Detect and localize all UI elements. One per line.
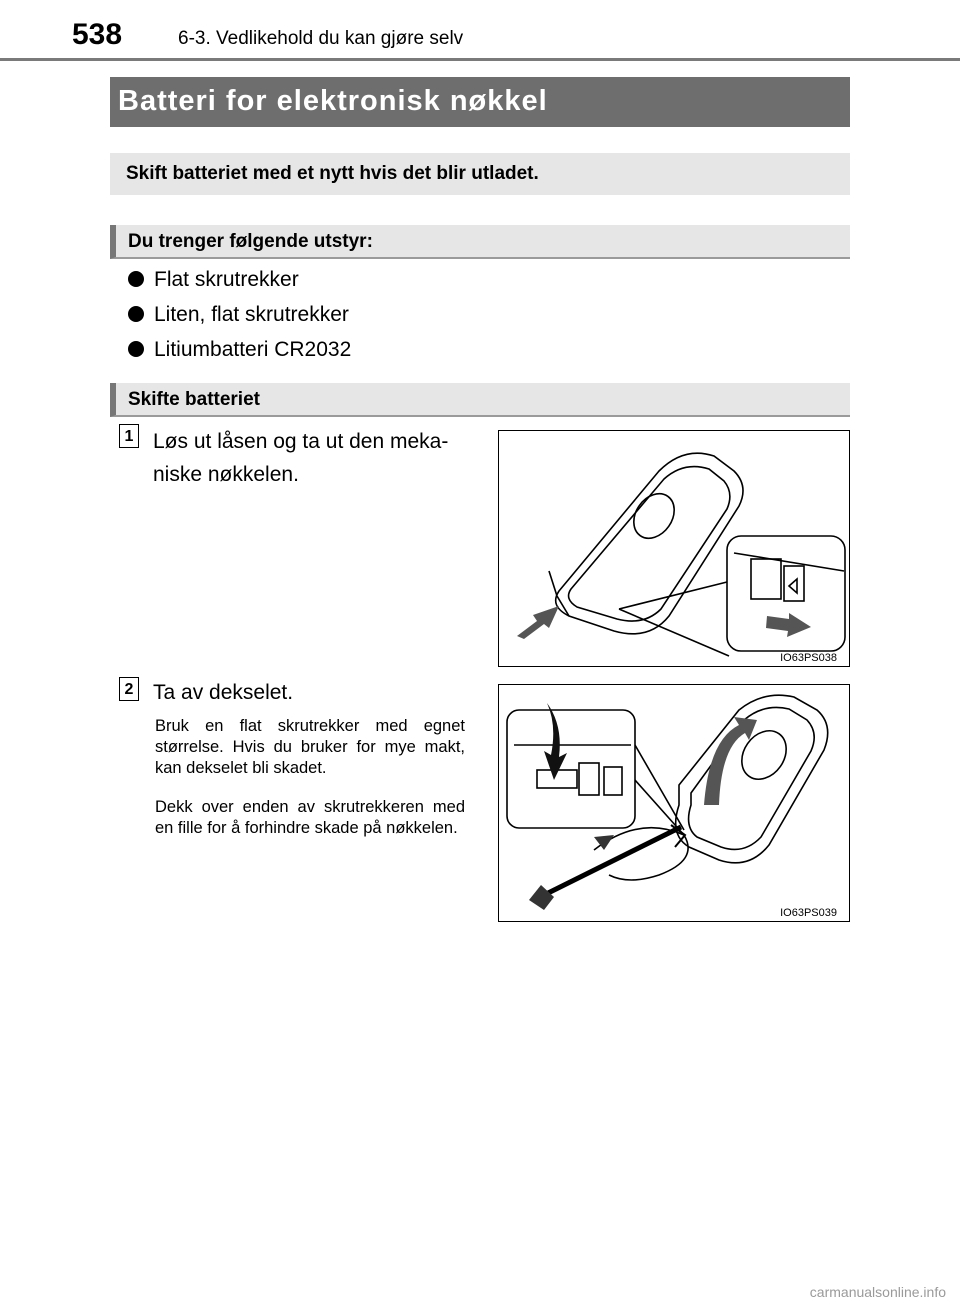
equipment-item: Flat skrutrekker: [128, 268, 299, 292]
page-number: 538: [72, 18, 123, 51]
section-title: 6-3. Vedlikehold du kan gjøre selv: [178, 28, 464, 49]
step-2-text: Ta av dekselet.: [153, 681, 294, 704]
bullet-icon: [128, 271, 144, 287]
intro-text: Skift batteriet med et nytt hvis det blir utladet.: [126, 163, 539, 184]
equipment-item: Liten, flat skrutrekker: [128, 303, 349, 327]
figure-cover-remove: [498, 684, 850, 922]
watermark: carmanualsonline.info: [809, 1284, 946, 1300]
intro-band: [110, 153, 850, 195]
page-title: Batteri for elektronisk nøkkel: [118, 85, 548, 117]
figure-key-remove: [498, 430, 850, 667]
figure-code: IO63PS039: [780, 907, 837, 919]
title-band: [110, 77, 850, 127]
bullet-icon: [128, 306, 144, 322]
header-rule: [0, 58, 960, 61]
replace-heading-band: [110, 383, 850, 417]
equipment-item: Litiumbatteri CR2032: [128, 338, 351, 362]
step-number-1: 1: [119, 424, 139, 448]
key-fob-illustration: [499, 431, 848, 665]
equipment-heading: Du trenger følgende utstyr:: [128, 231, 373, 252]
step-number-2: 2: [119, 677, 139, 701]
replace-heading: Skifte batteriet: [128, 389, 260, 410]
step-2-note-1: Bruk en flat skrutrekker med egnet størrelse. Hvis du bruker for mye makt, kan dekselet bli skadet.: [155, 717, 465, 777]
figure-code: IO63PS038: [780, 652, 837, 664]
step-1-text: Løs ut låsen og ta ut den meka- niske nøkkelen.: [153, 430, 449, 486]
bullet-icon: [128, 341, 144, 357]
equipment-heading-band: [110, 225, 850, 259]
step-2-note-2: Dekk over enden av skrutrekkeren med en fille for å forhindre skade på nøkkelen.: [155, 798, 465, 837]
key-cover-illustration: [499, 685, 848, 920]
